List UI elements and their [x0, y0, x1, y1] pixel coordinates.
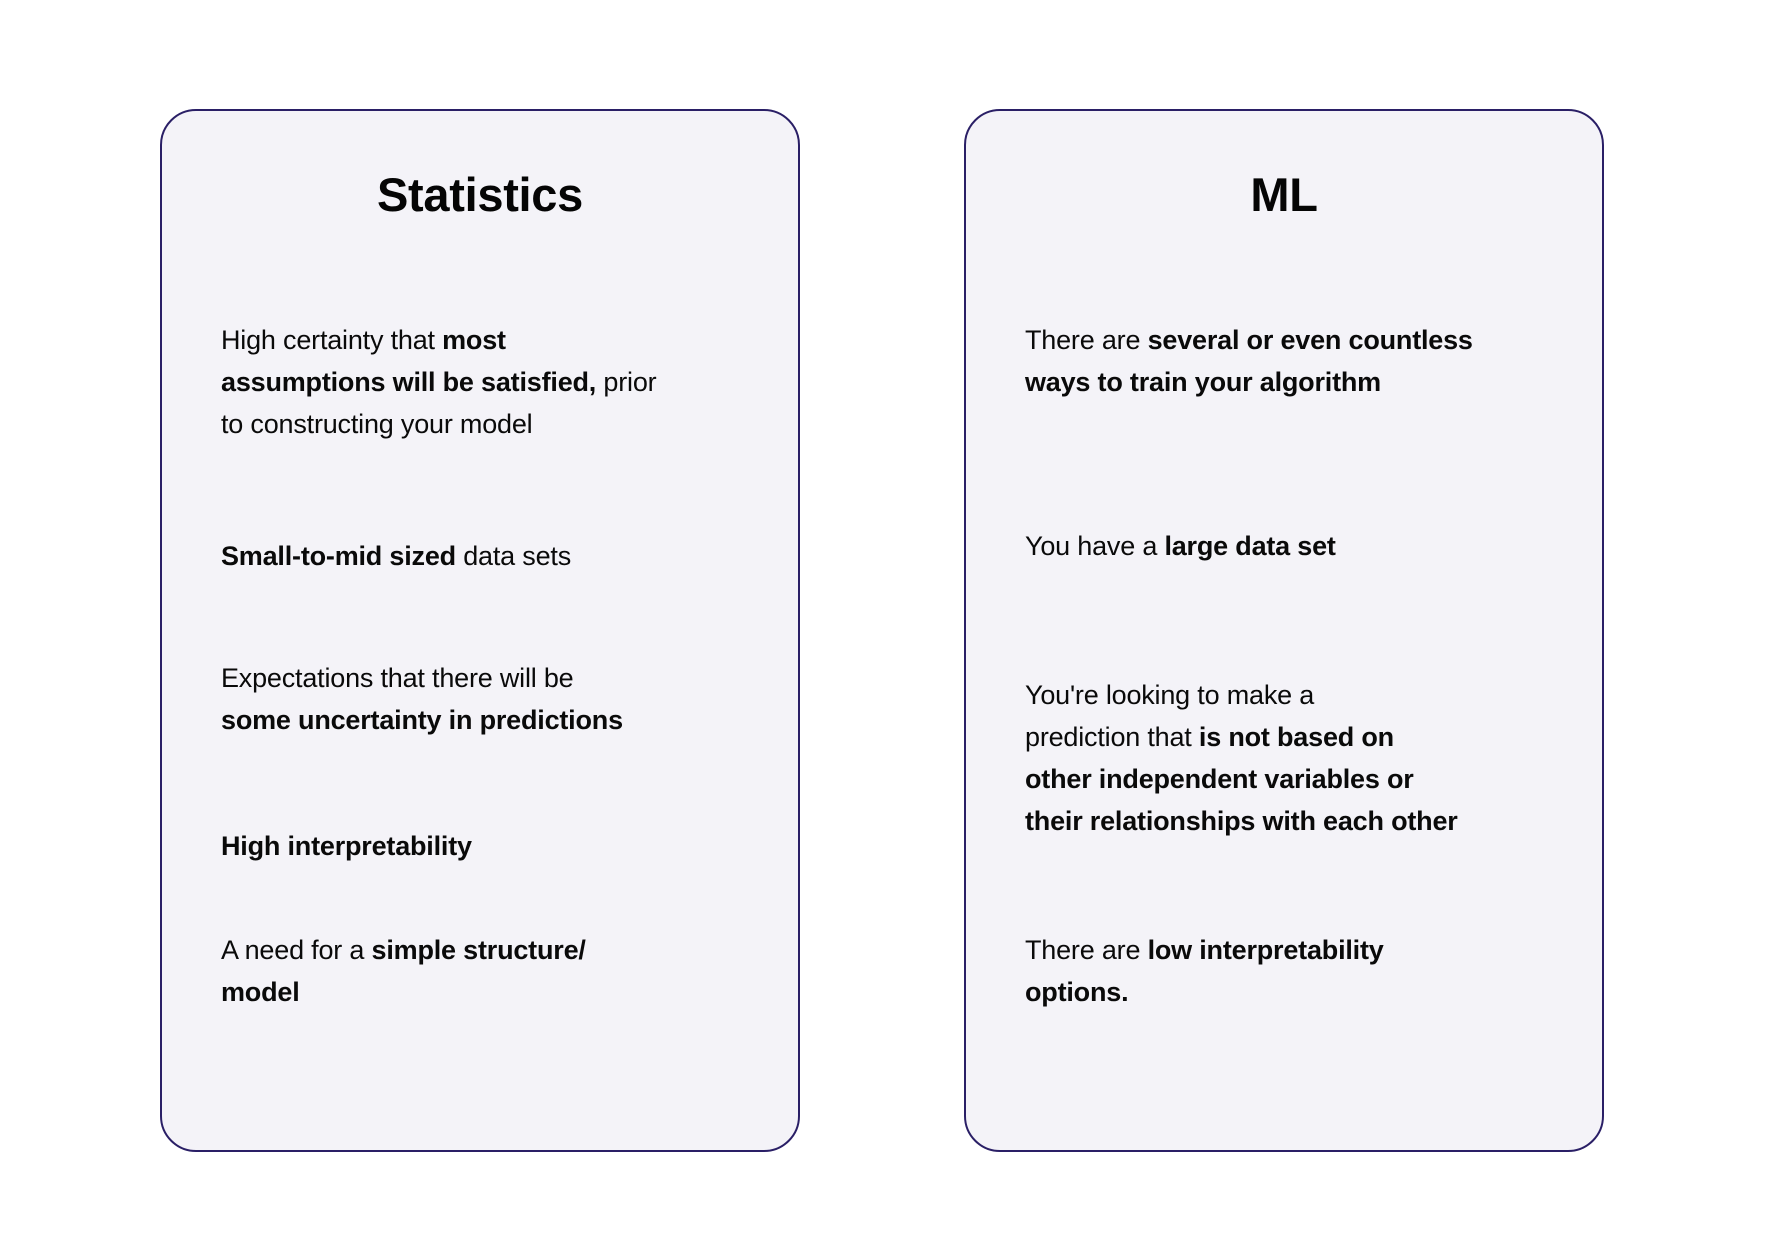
regular-text: There are	[1025, 935, 1148, 965]
bold-text: other independent variables or	[1025, 764, 1414, 794]
regular-text: prior	[596, 367, 657, 397]
text-line	[1025, 716, 1582, 758]
text-line	[221, 361, 778, 403]
text-line	[1025, 929, 1582, 971]
statistics-point-interpretability	[221, 825, 778, 867]
regular-text: High certainty that	[221, 325, 443, 355]
bold-text: low interpretability	[1147, 935, 1384, 965]
statistics-point-simple-structure	[221, 929, 778, 1013]
text-line	[221, 319, 778, 361]
regular-text: prediction that	[1025, 722, 1199, 752]
bold-text: some uncertainty in predictions	[221, 705, 623, 735]
ml-point-low-interpretability	[1025, 929, 1582, 1013]
bold-text: ways to train your algorithm	[1025, 367, 1381, 397]
statistics-card-title: Statistics	[377, 168, 583, 221]
regular-text: A need for a	[221, 935, 372, 965]
bold-text: assumptions will be satisfied,	[221, 367, 597, 397]
statistics-point-data-size	[221, 535, 778, 577]
text-line	[221, 403, 778, 445]
ml-card-title: ML	[1250, 168, 1318, 221]
regular-text: to constructing your model	[221, 409, 533, 439]
text-line	[1025, 319, 1582, 361]
text-line	[221, 535, 778, 577]
bold-text: is not based on	[1198, 722, 1394, 752]
text-line	[1025, 758, 1582, 800]
text-line	[1025, 800, 1582, 842]
regular-text: data sets	[455, 541, 572, 571]
bold-text: large data set	[1164, 531, 1336, 561]
bold-text: model	[221, 977, 300, 1007]
text-line	[1025, 971, 1582, 1013]
statistics-point-assumptions	[221, 319, 778, 445]
text-line	[221, 971, 778, 1013]
ml-point-training-ways	[1025, 319, 1582, 403]
bold-text: Small-to-mid sized	[221, 541, 456, 571]
bold-text: simple structure/	[371, 935, 586, 965]
ml-point-data-size	[1025, 525, 1582, 567]
statistics-card	[160, 109, 800, 1152]
regular-text: Expectations that there will be	[221, 663, 574, 693]
text-line	[221, 929, 778, 971]
regular-text: You're looking to make a	[1025, 680, 1315, 710]
bold-text: most	[442, 325, 506, 355]
bold-text: several or even countless	[1147, 325, 1473, 355]
regular-text: There are	[1025, 325, 1148, 355]
text-line	[221, 699, 778, 741]
text-line	[221, 657, 778, 699]
bold-text: their relationships with each other	[1025, 806, 1458, 836]
statistics-point-uncertainty	[221, 657, 778, 741]
ml-point-prediction-independence	[1025, 674, 1582, 842]
text-line	[221, 825, 778, 867]
bold-text: High interpretability	[221, 831, 472, 861]
bold-text: options.	[1025, 977, 1129, 1007]
text-line	[1025, 674, 1582, 716]
text-line	[1025, 361, 1582, 403]
text-line	[1025, 525, 1582, 567]
ml-card	[964, 109, 1604, 1152]
regular-text: You have a	[1025, 531, 1165, 561]
